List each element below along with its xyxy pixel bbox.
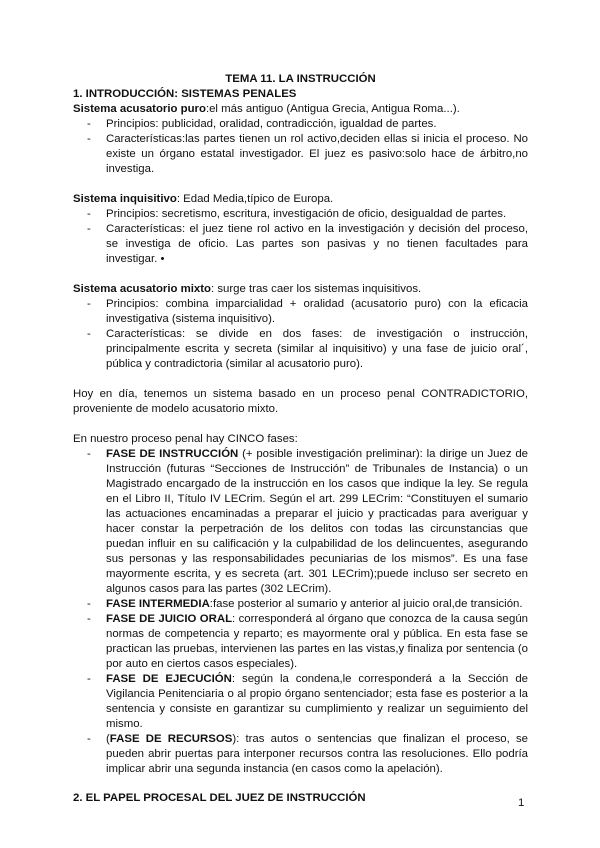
acusatorio-mixto-label: Sistema acusatorio mixto bbox=[73, 283, 212, 295]
fase-label: FASE DE RECURSOS bbox=[109, 733, 233, 745]
list-item: - Principios: publicidad, oralidad, contradicción, igualdad de partes. bbox=[73, 117, 528, 132]
spacer bbox=[73, 417, 528, 432]
acusatorio-mixto-list bbox=[73, 297, 528, 372]
page-number: 1 bbox=[518, 797, 525, 809]
section-heading-1: 1. INTRODUCCIÓN: SISTEMAS PENALES bbox=[73, 88, 297, 100]
page-content bbox=[73, 72, 528, 806]
inquisitivo-list bbox=[73, 207, 528, 267]
list-item: - Características: se divide en dos fases: de investigación o instrucción, principalmente escrita y secreta (similar al inquisitivo) y una fase de juicio oral´, pública y contradictoria (similar al acusatorio puro). bbox=[73, 327, 528, 372]
fase-label: FASE DE EJECUCIÓN bbox=[106, 673, 232, 685]
fase-prefix: ( bbox=[106, 733, 110, 745]
fases-list bbox=[73, 447, 528, 777]
fase-juicio-oral-item bbox=[73, 612, 528, 672]
spacer bbox=[73, 177, 528, 192]
fase-text: : corresponderá al órgano que conozca de la causa según normas de competencia y reparto; es mayormente oral y pública. En esta fase se practican las pruebas, intervienen las partes en las vistas,y finaliza por sentencia (o por auto en ciertos casos especiales). bbox=[106, 613, 528, 670]
inquisitivo-intro: : Edad Media,típico de Europa. bbox=[176, 193, 334, 205]
list-item: - Principios: secretismo, escritura, investigación de oficio, desigualdad de partes. bbox=[73, 207, 528, 222]
fase-recursos-item bbox=[73, 732, 528, 777]
spacer bbox=[73, 372, 528, 387]
acusatorio-mixto-intro: : surge tras caer los sistemas inquisitivos. bbox=[211, 283, 422, 295]
fase-label: FASE INTERMEDIA bbox=[106, 598, 210, 610]
fase-label: FASE DE INSTRUCCIÓN bbox=[106, 448, 239, 460]
fase-text: :fase posterior al sumario y anterior al juicio oral,de transición. bbox=[209, 598, 523, 610]
fase-ejecucion-item bbox=[73, 672, 528, 732]
hoy-paragraph: Hoy en día, tenemos un sistema basado en un proceso penal CONTRADICTORIO, proveniente de modelo acusatorio mixto. bbox=[73, 388, 528, 415]
fases-intro: En nuestro proceso penal hay CINCO fases: bbox=[73, 433, 298, 445]
acusatorio-mixto-paragraph bbox=[73, 282, 528, 297]
fase-intermedia-item bbox=[73, 597, 528, 612]
inquisitivo-label: Sistema inquisitivo bbox=[73, 193, 177, 205]
fase-text: ): tras autos o sentencias que finalizan el proceso, se pueden abrir puertas para interponer recursos contra las resoluciones. Ello podría implicar abrir una segunda instancia (en casos como la apelación). bbox=[106, 733, 528, 775]
acusatorio-puro-list bbox=[73, 117, 528, 177]
fase-instruccion-item bbox=[73, 447, 528, 597]
acusatorio-puro-paragraph bbox=[73, 102, 528, 117]
spacer bbox=[73, 777, 528, 791]
acusatorio-puro-label: Sistema acusatorio puro bbox=[73, 103, 206, 115]
fase-label: FASE DE JUICIO ORAL bbox=[106, 613, 233, 625]
list-item: - Características: el juez tiene rol activo en la investigación y decisión del proceso, se investiga de oficio. Las partes son pasivas y no tienen facultades para investigar. • bbox=[73, 222, 528, 267]
section-heading-2: 2. EL PAPEL PROCESAL DEL JUEZ DE INSTRUCCIÓN bbox=[73, 792, 366, 804]
inquisitivo-paragraph bbox=[73, 192, 528, 207]
document-title: TEMA 11. LA INSTRUCCIÓN bbox=[225, 73, 376, 85]
list-item: - Principios: combina imparcialidad + oralidad (acusatorio puro) con la eficacia investigativa (sistema inquisitivo). bbox=[73, 297, 528, 327]
fase-text: (+ posible investigación preliminar): la dirige un Juez de Instrucción (futuras “Secciones de Instrucción” de Tribunales de Instancia) o un Magistrado encargado de la instrucción en los casos que indique la ley. Se regula en el Libro II, Título IV LECrim. Según el art. 299 LECrim: “Constituyen el sumario las actuaciones encaminadas a preparar el juicio y practicadas para averiguar y hacer constar la perpetración de los delitos con todas las circunstancias que puedan influir en su calificación y la culpabilidad de los delincuentes, asegurando sus personas y las responsabilidades pecuniarias de los mismos”. Es una fase mayormente escrita, y es secreta (art. 301 LECrim);puede incluso ser secreto en algunos casos para las partes (302 LECrim). bbox=[106, 448, 528, 595]
acusatorio-puro-intro: :el más antiguo (Antigua Grecia, Antigua Roma...). bbox=[205, 103, 460, 115]
list-item: - Características:las partes tienen un rol activo,deciden ellas si inicia el proceso. No existe un órgano estatal investigador. El juez es pasivo:solo hace de árbitro,no investiga. bbox=[73, 132, 528, 177]
fase-text: : según la condena,le corresponderá a la Sección de Vigilancia Penitenciaria o al propio órgano sentenciador; esta fase es posterior a la sentencia y consiste en garantizar su cumplimiento y realizar un seguimiento del mismo. bbox=[106, 673, 528, 730]
spacer bbox=[73, 267, 528, 282]
